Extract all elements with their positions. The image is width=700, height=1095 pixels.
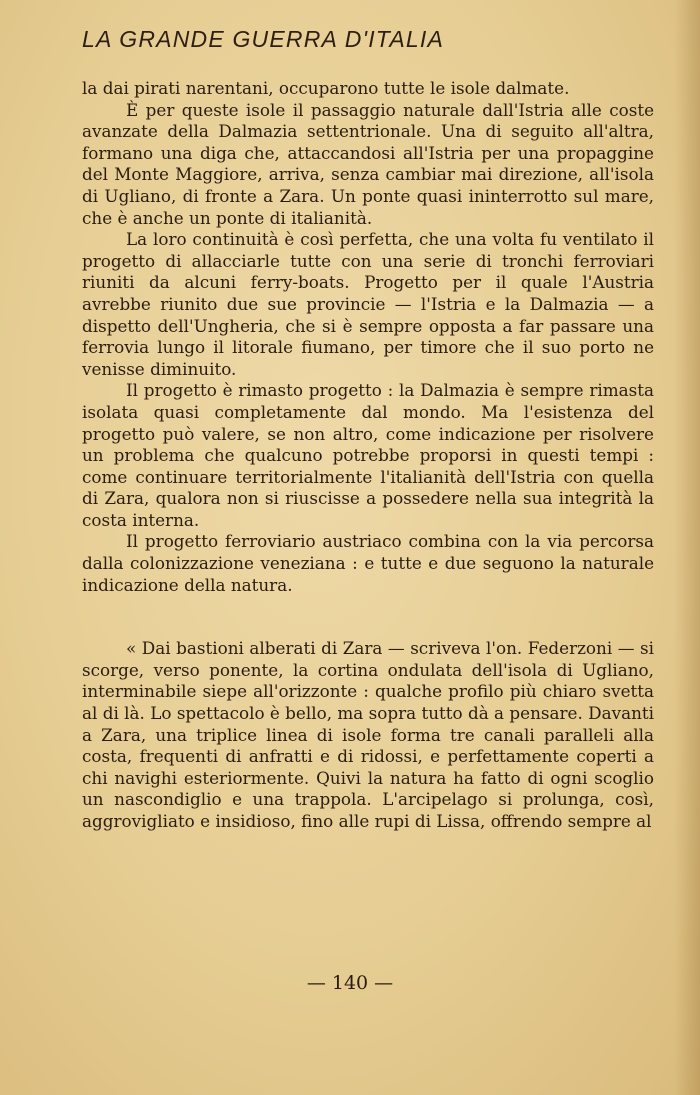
paragraph-4: Il progetto è rimasto progetto : la Dalmazia è sempre rimasta isolata quasi completamente dal mondo. Ma l'esistenza del progetto può valere, se non altro, come indicazione per risolvere un problema che qualcuno potrebbe proporsi in questi tempi : come continuare territorialmente l'italianità dell'Istria con quella di Zara, qualora non si riuscisse a possedere nella sua integrità la costa interna. xyxy=(82,380,654,530)
paragraph-1: la dai pirati narentani, occuparono tutte le isole dalmate. xyxy=(82,78,570,98)
paragraph-6-quotation: « Dai bastioni alberati di Zara — scriveva l'on. Federzoni — si scorge, verso ponente, la cortina ondulata dell'isola di Ugliano, interminabile siepe all'orizzonte : qualche profilo più chiaro svetta al di là. Lo spettacolo è bello, ma sopra tutto dà a pensare. Davanti a Zara, una triplice linea di isole forma tre canali paralleli alla costa, frequenti di anfratti e di ridossi, e perfettamente coperti a chi navighi esteriormente. Quivi la natura ha fatto di ogni scoglio un nascondiglio e una trappola. L'arcipelago si prolunga, così, aggrovigliato e insidioso, fino alle rupi di Lissa, offrendo sempre al xyxy=(82,638,654,831)
running-title: LA GRANDE GUERRA D'ITALIA xyxy=(82,26,444,52)
paragraph-3: La loro continuità è così perfetta, che una volta fu ventilato il progetto di allacciarle tutte con una serie di tronchi ferroviari riuniti da alcuni ferry-boats. Progetto per il quale l'Austria avrebbe riunito due sue provincie — l'Istria e la Dalmazia — a dispetto dell'Ungheria, che si è sempre opposta a far passare una ferrovia lungo il litorale fiumano, per timore che il suo porto ne venisse diminuito. xyxy=(82,229,654,379)
page-edge-shadow xyxy=(674,0,700,1095)
paragraph-2: È per queste isole il passaggio naturale dall'Istria alle coste avanzate della Dalmazia settentrionale. Una di seguito all'altra, formano una diga che, attaccandosi all'Istria per una propaggine del Monte Maggiore, arriva, senza cambiar mai direzione, all'isola di Ugliano, di fronte a Zara. Un ponte quasi ininterrotto sul mare, che è anche un ponte di italianità. xyxy=(82,99,654,228)
section-break xyxy=(82,596,654,638)
body-text xyxy=(82,78,654,833)
page-number: — 140 — xyxy=(306,972,394,994)
paragraph-5: Il progetto ferroviario austriaco combina con la via percorsa dalla colonizzazione veneziana : e tutte e due seguono la naturale indicazione della natura. xyxy=(82,531,654,595)
